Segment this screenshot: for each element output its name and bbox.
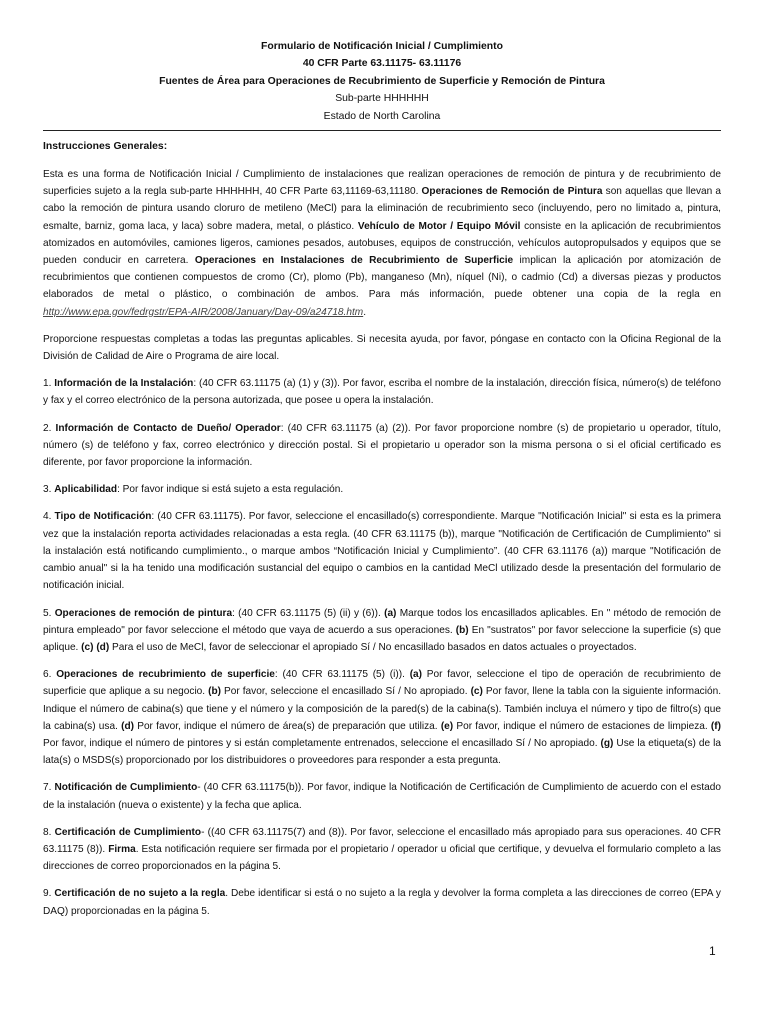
item-4-number: 4. <box>43 511 55 523</box>
rule-link[interactable]: http://www.epa.gov/fedrgstr/EPA-AIR/2008/January/Day-09/a24718.htm <box>43 306 364 318</box>
item-6-sub-b: (b) <box>208 686 222 698</box>
document-header <box>43 38 721 125</box>
item-5-number: 5. <box>43 607 55 619</box>
intro-text-5: . <box>363 306 366 318</box>
item-5-text-2: Marque todos los encasillados aplicables. En " método de remoción de pintura empleado" por favor seleccione el método que vaya de acuerdo a sus operaciones. <box>43 607 721 636</box>
item-5 <box>43 605 721 657</box>
item-5-title: Operaciones de remoción de pintura <box>54 607 233 619</box>
item-9-text: . Debe identificar si está o no sujeto a la regla y devolver la forma completa a las direcciones de correo (EPA y DAQ) proporcionadas en la página 5. <box>43 888 721 917</box>
item-8 <box>43 824 721 876</box>
item-6-text-6: Por favor, indique el número de estaciones de limpieza. <box>453 720 711 732</box>
item-5-sub-b: (b) <box>455 624 469 636</box>
item-7 <box>43 779 721 813</box>
item-1-title: Información de la Instalación <box>54 378 194 390</box>
header-divider <box>43 130 721 131</box>
source-category-title: Fuentes de Área para Operaciones de Recubrimiento de Superficie y Remoción de Pintura <box>159 75 605 87</box>
item-9 <box>43 885 721 919</box>
item-1-number: 1. <box>43 378 55 390</box>
item-6-text-7: Por favor, indique el número de pintores y si están completamente entrenados, seleccione el encasillado Sí / No apropiado. <box>43 737 601 749</box>
form-title: Formulario de Notificación Inicial / Cumplimiento <box>261 41 503 52</box>
item-7-number: 7. <box>43 782 55 794</box>
item-6-text-1: : (40 CFR 63.11175 (5) (i)). <box>274 669 410 681</box>
item-4 <box>43 508 721 594</box>
item-6-text-3: Por favor, seleccione el encasillado Sí / No apropiado. <box>221 686 471 698</box>
item-3-title: Aplicabilidad <box>54 484 118 496</box>
item-6-sub-c: (c) <box>470 686 483 698</box>
item-6-text-4: Por favor, llene la tabla con la siguiente información. Indique el número de cabina(s) que tiene y el número y la composición de la pared(s) de la cabina(s). También incluya el número y tipo de filtro(s) que la cabina(s) usa. <box>43 686 722 732</box>
item-7-title: Notificación de Cumplimiento <box>54 782 198 794</box>
document-page <box>43 38 721 920</box>
intro-text-1: Esta es una forma de Notificación Inicial / Cumplimiento de instalaciones que realizan operaciones de remoción de pintura y de recubrimiento de superficies sujeto a la regla sub-parte HHHHHH, 40 CFR Parte 63,11169-63,11180. <box>43 169 721 198</box>
item-6-text-5: Por favor, indique el número de área(s) de preparación que utiliza. <box>134 720 441 732</box>
item-6-sub-d: (d) <box>121 720 134 732</box>
item-9-title: Certificación de no sujeto a la regla <box>54 888 226 900</box>
item-5-text-3: En "sustratos" por favor seleccione la superficie (s) que aplique. <box>43 624 721 653</box>
item-2-title: Información de Contacto de Dueño/ Operador <box>55 422 281 434</box>
page-number: 1 <box>709 944 716 958</box>
intro-term-motor-vehicle: Vehículo de Motor / Equipo Móvil <box>357 220 521 232</box>
item-6 <box>43 666 721 769</box>
cfr-reference: 40 CFR Parte 63.11175- 63.11176 <box>302 58 462 70</box>
instructions-heading: Instrucciones Generales: <box>43 141 168 153</box>
item-8-signature-term: Firma <box>108 843 136 855</box>
item-3-text: : Por favor indique si está sujeto a esta regulación. <box>117 484 344 496</box>
item-3-number: 3. <box>43 484 55 496</box>
item-8-text-2: . Esta notificación requiere ser firmada por el propietario / operador u oficial que certifique, y devuelva el formulario completo a las direcciones de correo proporcionados en la página 5. <box>43 843 721 873</box>
item-1 <box>43 375 721 409</box>
state-label: Estado de North Carolina <box>323 110 441 122</box>
intro-paragraph <box>43 166 721 321</box>
intro-text-4: implican la aplicación por atomización de recubrimientos que contienen compuestos de cromo (Cr), plomo (Pb), manganeso (Mn), níquel (Ni), o cadmio (Cd) a diversas piezas y productos elaborados de metal o plástico, o combinación de ambos. Para más información, puede obtener una copia de la regla en <box>43 255 721 301</box>
item-6-sub-g: (g) <box>600 737 614 749</box>
item-6-text-2: Por favor, seleccione el tipo de operación de recubrimiento de superficie que aplique a su negocio. <box>43 669 721 698</box>
item-6-sub-f: (f) <box>710 720 721 732</box>
item-8-number: 8. <box>43 826 55 838</box>
item-8-title: Certificación de Cumplimiento <box>54 826 202 838</box>
intro-term-paint-removal: Operaciones de Remoción de Pintura <box>421 186 603 198</box>
item-6-title: Operaciones de recubrimiento de superficie <box>56 669 275 681</box>
item-5-sub-cd: (c) (d) <box>81 641 110 653</box>
item-1-text: : (40 CFR 63.11175 (a) (1) y (3)). Por favor, escriba el nombre de la instalación, dirección física, número(s) de teléfono y fax y el correo electrónico de la persona autorizada, que posee u opera la instalación. <box>43 378 721 407</box>
intro-term-surface-coating: Operaciones en Instalaciones de Recubrimiento de Superficie <box>194 255 514 267</box>
item-8-text-1: - ((40 CFR 63.11175(7) and (8)). Por favor, seleccione el encasillado más apropiado para sus operaciones. 40 CFR 63.11175 (8)). <box>43 826 722 855</box>
item-6-sub-a: (a) <box>409 669 423 681</box>
item-6-sub-e: (e) <box>440 720 454 732</box>
item-5-text-1: : (40 CFR 63.11175 (5) (ii) y (6)). <box>232 607 385 619</box>
item-5-sub-a: (a) <box>384 607 397 619</box>
item-2 <box>43 420 721 472</box>
item-6-text-8: Use la etiqueta(s) de la lata(s) o MSDS(s) proporcionado por los distribuidores o proveedores para responder a esta pregunta. <box>43 737 721 767</box>
help-paragraph: Proporcione respuestas completas a todas las preguntas aplicables. Si necesita ayuda, por favor, póngase en contacto con la Oficina Regional de la División de Calidad de Aire o Programa de aire local. <box>43 333 721 363</box>
item-2-text: : (40 CFR 63.11175 (a) (2)). Por favor proporcione nombre (s) de propietario u operador, título, número (s) de teléfono y fax, correo electrónico y dirección postal. Si el propietario u operador son la misma persona o si el oficial certificado es diferente, por favor proporcione la información. <box>43 422 721 469</box>
intro-text-2: son aquellas que llevan a cabo la remoción de pintura usando cloruro de metileno (MeCl) para la eliminación de recubrimiento seco (incluyendo, pero no limitado a, pintura, esmalte, barniz, goma laca, y laca) sobre madera, metal, o plástico. <box>43 186 722 232</box>
item-4-title: Tipo de Notificación <box>54 511 152 523</box>
item-6-number: 6. <box>43 669 57 681</box>
subpart-label: Sub-parte HHHHHH <box>335 93 429 105</box>
item-5-text-4: Para el uso de MeCl, favor de seleccionar el apropiado Sí / No encasillado basados en datos actuales o proyectados. <box>109 641 637 653</box>
item-2-number: 2. <box>43 422 56 434</box>
item-4-text: : (40 CFR 63.11175). Por favor, seleccione el encasillado(s) correspondiente. Marque "Notificación Inicial" si esta es la primera vez que la instalación reporta actividades relacionadas a esta regla. (40 CFR 63.11175 (b)), marque "Notificación de Certificación de Cumplimiento" si la instalación está notificando cumplimiento., o marque ambos “Notificación Inicial y Cumplimiento”. (40 CFR 63.11176 (a)) marque "Notificación de cambio anual" si la ha tenido una modificación sustancial del equipo o cambios en la cantidad MeCl utilizado desde la presentación del formulario de notificación inicial. <box>43 511 721 592</box>
item-7-text: - (40 CFR 63.11175(b)). Por favor, indique la Notificación de Certificación de Cumplimiento de acuerdo con el estado de la instalación (nueva o existente) y la fecha que aplica. <box>43 782 721 811</box>
item-3 <box>43 481 721 498</box>
intro-text-3: consiste en la aplicación de recubrimientos atomizados en automóviles, camiones ligeros, camiones pesados, autobuses, equipos de construcción, vehículos autopropulsados y equipos que se pueden conducir en carretera. <box>43 220 721 267</box>
item-9-number: 9. <box>43 888 55 900</box>
